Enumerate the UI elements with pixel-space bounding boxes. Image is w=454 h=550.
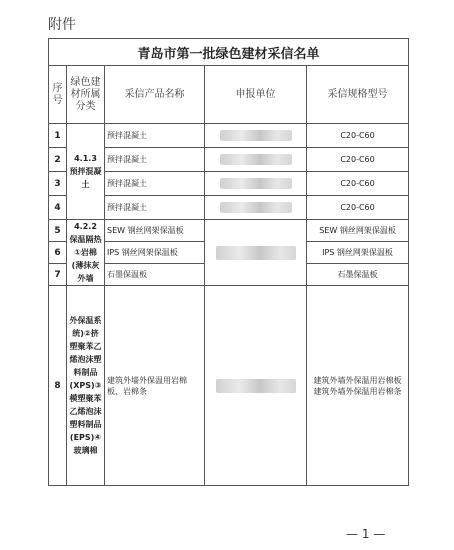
row-product: 预拌混凝土: [105, 196, 205, 220]
table-row: [49, 286, 409, 486]
header-category: 绿色建材所属分类: [67, 66, 105, 124]
row-spec: C20-C60: [307, 196, 409, 220]
row-seq: 3: [49, 172, 67, 196]
redacted-unit: [220, 178, 292, 189]
row-unit: [205, 172, 307, 196]
row-spec: IPS 钢丝网架保温板: [307, 242, 409, 264]
row-spec: 石墨保温板: [307, 264, 409, 286]
header-spec: 采信规格型号: [307, 66, 409, 124]
row-spec: C20-C60: [307, 148, 409, 172]
attachment-label: 附件: [48, 17, 76, 33]
green-materials-table: [48, 38, 409, 486]
redacted-unit: [216, 379, 296, 393]
header-unit: 申报单位: [205, 66, 307, 124]
page-number: — 1 —: [346, 527, 386, 541]
header-row: [49, 66, 409, 124]
category-cell: 4.1.3 预拌混凝土: [67, 124, 105, 220]
row-seq: 1: [49, 124, 67, 148]
row-seq: 6: [49, 242, 67, 264]
row-unit: [205, 196, 307, 220]
row-spec: C20-C60: [307, 172, 409, 196]
row-seq: 7: [49, 264, 67, 286]
redacted-unit: [220, 154, 292, 165]
row-product: 预拌混凝土: [105, 148, 205, 172]
redacted-unit: [216, 246, 296, 260]
redacted-unit: [220, 130, 292, 141]
row-spec: SEW 钢丝网架保温板: [307, 220, 409, 242]
table-row: [49, 124, 409, 148]
category-cell: 4.2.2 保温隔热①岩棉(薄抹灰外墙: [67, 220, 105, 286]
row-product: 预拌混凝土: [105, 172, 205, 196]
row-product: 石墨保温板: [105, 264, 205, 286]
redacted-unit: [220, 202, 292, 213]
header-seq: 序号: [49, 66, 67, 124]
row-product: IPS 钢丝网架保温板: [105, 242, 205, 264]
row-unit: [205, 286, 307, 486]
header-product: 采信产品名称: [105, 66, 205, 124]
row-seq: 5: [49, 220, 67, 242]
row-product: SEW 钢丝网架保温板: [105, 220, 205, 242]
row-unit: [205, 124, 307, 148]
row-seq: 4: [49, 196, 67, 220]
category-cell: 外保温系统)②挤塑聚苯乙烯泡沫塑料制品(XPS)③模塑聚苯乙烯泡沫塑料制品(EPS)④玻璃棉: [67, 286, 105, 486]
row-spec: C20-C60: [307, 124, 409, 148]
row-spec: 建筑外墙外保温用岩棉板 建筑外墙外保温用岩棉条: [307, 286, 409, 486]
table-title: 青岛市第一批绿色建材采信名单: [49, 39, 409, 66]
row-product: 建筑外墙外保温用岩棉板、岩棉条: [105, 286, 205, 486]
row-unit: [205, 220, 307, 286]
row-seq: 2: [49, 148, 67, 172]
row-unit: [205, 148, 307, 172]
row-product: 预拌混凝土: [105, 124, 205, 148]
table-row: [49, 220, 409, 242]
row-seq: 8: [49, 286, 67, 486]
